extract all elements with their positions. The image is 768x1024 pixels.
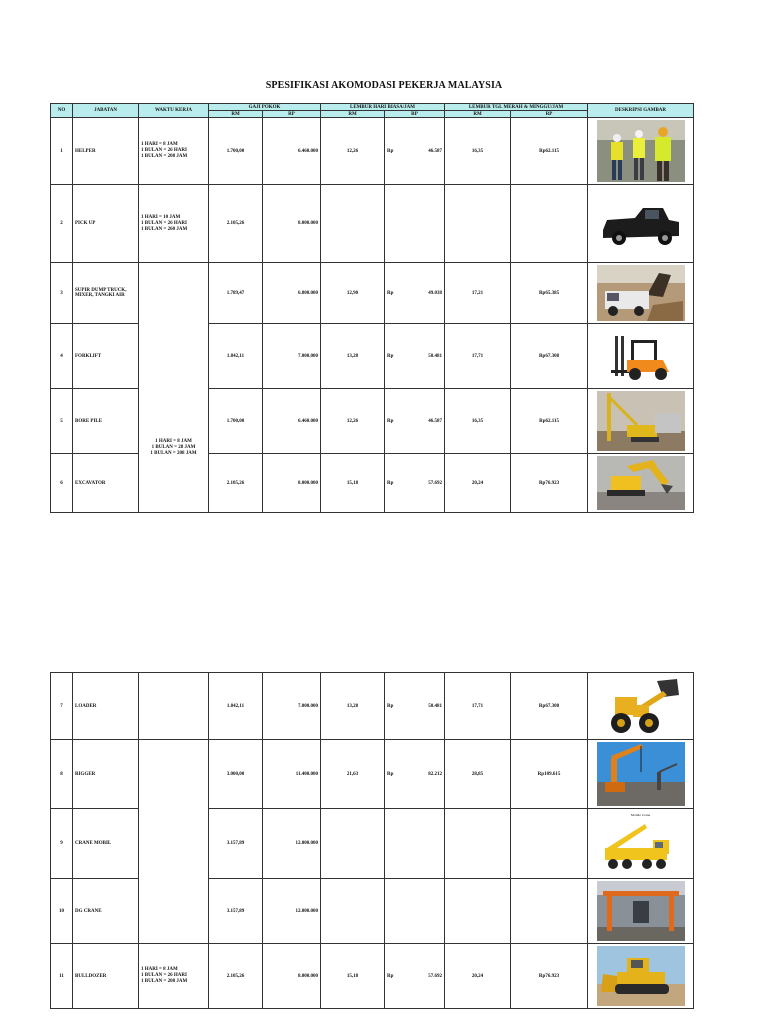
row-gaji-rp: 12.000.000	[263, 879, 321, 944]
row-lb-rm: 21,63	[321, 740, 385, 809]
row-gaji-rp: 8.000.000	[263, 185, 321, 263]
row-lm-rm: 20,24	[445, 944, 511, 1009]
row-lm-rm: 28,85	[445, 740, 511, 809]
row-lm-rp: Rp62.115	[511, 389, 588, 454]
row-gaji-rp: 7.000.000	[263, 673, 321, 740]
row-gaji-rp: 7.000.000	[263, 324, 321, 389]
row-gaji-rm: 1.789,47	[209, 263, 263, 324]
row-jabatan: DG CRANE	[73, 879, 139, 944]
row-gaji-rp: 6.800.000	[263, 263, 321, 324]
row-lm-rp	[511, 809, 588, 879]
row-lb-rm: 13,28	[321, 673, 385, 740]
row-lm-rm: 16,35	[445, 118, 511, 185]
row-no: 4	[51, 324, 73, 389]
row-no: 7	[51, 673, 73, 740]
row-lm-rm: 17,71	[445, 673, 511, 740]
header-lb-rm: RM	[321, 111, 385, 118]
row-no: 3	[51, 263, 73, 324]
row-jabatan: BORE PILE	[73, 389, 139, 454]
row-lm-rm: 20,24	[445, 454, 511, 513]
row-lm-rp: Rp67.308	[511, 324, 588, 389]
row-jabatan: EXCAVATOR	[73, 454, 139, 513]
row-gaji-rm: 2.105,26	[209, 944, 263, 1009]
row-gaji-rm: 3.157,89	[209, 879, 263, 944]
row-waktu-kerja-merged: 1 HARI = 8 JAM 1 BULAN = 28 JAM 1 BULAN = 208 JAM	[139, 263, 209, 513]
row-lb-rp	[385, 879, 445, 944]
row-gaji-rm: 1.700,00	[209, 118, 263, 185]
rigger-crane-photo	[588, 740, 694, 809]
row-waktu-kerja: 1 HARI = 10 JAM 1 BULAN = 26 HARI 1 BULAN = 260 JAM	[139, 185, 209, 263]
row-lb-rm: 15,18	[321, 454, 385, 513]
row-lm-rp: Rp62.115	[511, 118, 588, 185]
workers-photo	[588, 118, 694, 185]
row-lm-rp: Rp109.615	[511, 740, 588, 809]
row-jabatan: RIGGER	[73, 740, 139, 809]
header-jabatan: JABATAN	[73, 104, 139, 118]
pickup-truck-photo	[588, 185, 694, 263]
header-lembur-biasa: LEMBUR HARI BIASA/JAM	[321, 104, 445, 111]
row-lb-rp: Rp 50.481	[385, 324, 445, 389]
table-row	[51, 673, 694, 740]
table-row	[51, 944, 694, 1009]
header-gaji-pokok: GAJI POKOK	[209, 104, 321, 111]
row-no: 6	[51, 454, 73, 513]
row-lb-rm: 12,26	[321, 118, 385, 185]
row-no: 9	[51, 809, 73, 879]
header-lb-rp: RP	[385, 111, 445, 118]
row-lm-rp	[511, 185, 588, 263]
gantry-crane-photo	[588, 879, 694, 944]
row-no: 5	[51, 389, 73, 454]
row-gaji-rm: 3.157,89	[209, 809, 263, 879]
row-gaji-rp: 12.000.000	[263, 809, 321, 879]
row-jabatan: HELPER	[73, 118, 139, 185]
row-lb-rp: Rp 46.587	[385, 118, 445, 185]
row-lb-rp	[385, 185, 445, 263]
row-waktu-kerja-merged	[139, 740, 209, 944]
row-waktu-kerja: 1 HARI = 8 JAM 1 BULAN = 26 HARI 1 BULAN = 208 JAM	[139, 118, 209, 185]
row-lb-rp: Rp 57.692	[385, 944, 445, 1009]
row-lb-rm	[321, 809, 385, 879]
row-lm-rm	[445, 185, 511, 263]
row-lb-rp: Rp 57.692	[385, 454, 445, 513]
row-no: 2	[51, 185, 73, 263]
dump-truck-photo	[588, 263, 694, 324]
table-row	[51, 185, 694, 263]
row-lm-rp	[511, 879, 588, 944]
mobile-crane-photo	[588, 809, 694, 879]
forklift-photo	[588, 324, 694, 389]
row-lb-rm: 13,28	[321, 324, 385, 389]
row-no: 1	[51, 118, 73, 185]
row-jabatan: CRANE MOBIL	[73, 809, 139, 879]
row-lb-rp: Rp 82.212	[385, 740, 445, 809]
row-lm-rm: 16,35	[445, 389, 511, 454]
header-lm-rp: RP	[511, 111, 588, 118]
row-jabatan: PICK UP	[73, 185, 139, 263]
header-deskripsi: DESKRIPSI GAMBAR	[588, 104, 694, 118]
row-lb-rm	[321, 879, 385, 944]
row-lm-rm: 17,71	[445, 324, 511, 389]
bulldozer-photo	[588, 944, 694, 1009]
row-lb-rp: Rp 50.481	[385, 673, 445, 740]
row-lm-rp: Rp76.923	[511, 454, 588, 513]
header-waktu-kerja: WAKTU KERJA	[139, 104, 209, 118]
row-jabatan: FORKLIFT	[73, 324, 139, 389]
row-gaji-rp: 6.460.000	[263, 118, 321, 185]
row-lm-rm	[445, 879, 511, 944]
row-jabatan: LOADER	[73, 673, 139, 740]
row-gaji-rp: 6.460.000	[263, 389, 321, 454]
header-gaji-rp: RP	[263, 111, 321, 118]
row-gaji-rm: 1.842,11	[209, 673, 263, 740]
table-row	[51, 740, 694, 809]
row-gaji-rm: 1.842,11	[209, 324, 263, 389]
loader-photo	[588, 673, 694, 740]
row-lb-rm: 15,18	[321, 944, 385, 1009]
row-gaji-rp: 11.400.000	[263, 740, 321, 809]
row-lm-rm	[445, 809, 511, 879]
row-jabatan: SUPIR DUMP TRUCK, MIXER, TANGKI AIR	[73, 263, 139, 324]
row-waktu-kerja: 1 HARI = 8 JAM 1 BULAN = 26 HARI 1 BULAN = 208 JAM	[139, 944, 209, 1009]
row-no: 8	[51, 740, 73, 809]
mobile-crane-caption: Mobile Crane	[630, 812, 651, 817]
row-jabatan: BULLDOZER	[73, 944, 139, 1009]
row-gaji-rm: 3.000,00	[209, 740, 263, 809]
spec-table-bottom	[50, 672, 694, 1009]
row-gaji-rm: 2.105,26	[209, 454, 263, 513]
row-lb-rp	[385, 809, 445, 879]
row-no: 11	[51, 944, 73, 1009]
row-gaji-rp: 8.000.000	[263, 944, 321, 1009]
row-lm-rp: Rp76.923	[511, 944, 588, 1009]
spec-table-top	[50, 103, 694, 513]
bore-pile-photo	[588, 389, 694, 454]
header-lembur-merah: LEMBUR TGL MERAH & MINGGU/JAM	[445, 104, 588, 111]
table-row	[51, 263, 694, 324]
header-lm-rm: RM	[445, 111, 511, 118]
header-no: NO	[51, 104, 73, 118]
row-lb-rm: 12,26	[321, 389, 385, 454]
row-gaji-rp: 8.000.000	[263, 454, 321, 513]
row-lb-rm	[321, 185, 385, 263]
table-row	[51, 118, 694, 185]
row-lb-rp: Rp 46.587	[385, 389, 445, 454]
row-lm-rp: Rp65.385	[511, 263, 588, 324]
row-lm-rp: Rp67.308	[511, 673, 588, 740]
row-no: 10	[51, 879, 73, 944]
row-lb-rm: 12,90	[321, 263, 385, 324]
row-gaji-rm: 1.700,00	[209, 389, 263, 454]
row-lb-rp: Rp 49.038	[385, 263, 445, 324]
row-waktu-kerja	[139, 673, 209, 740]
row-gaji-rm: 2.105,26	[209, 185, 263, 263]
header-gaji-rm: RM	[209, 111, 263, 118]
excavator-photo	[588, 454, 694, 513]
row-lm-rm: 17,21	[445, 263, 511, 324]
page-title: SPESIFIKASI AKOMODASI PEKERJA MALAYSIA	[265, 80, 503, 91]
